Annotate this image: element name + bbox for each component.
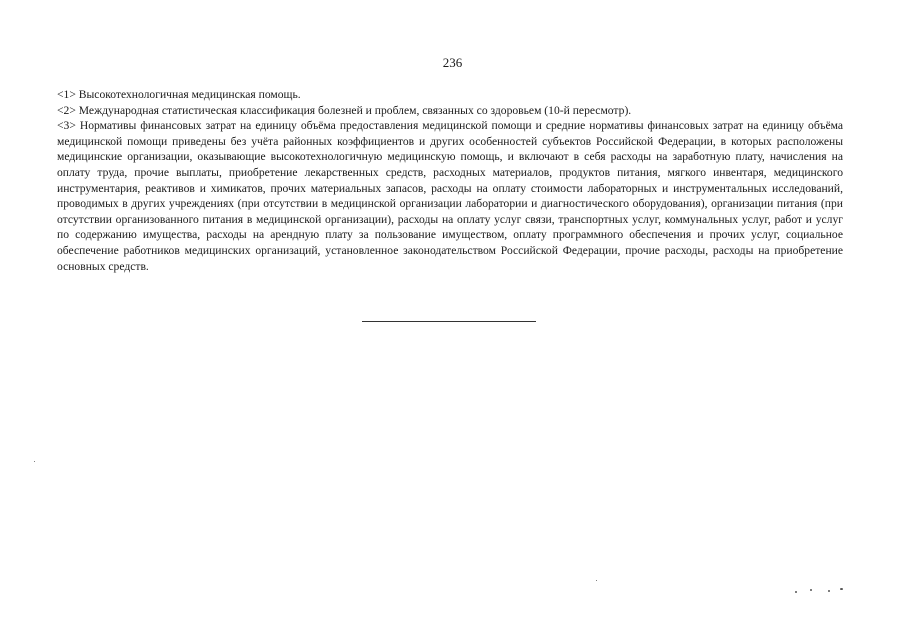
footnote-3: <3> Нормативы финансовых затрат на единицу объёма предоставления медицинской помощи и средние нормативы финансовых затрат на единицу объёма медицинской помощи приведены без учёта районных коэффициентов и других особенностей субъектов Российской Федерации, в которых расположены медицинские организации, оказывающие высокотехнологичную медицинскую помощь, и включают в себя расходы на заработную плату, начисления на оплату труда, прочие выплаты, приобретение лекарственных средств, расходных материалов, продуктов питания, мягкого инвентаря, медицинского инструментария, реактивов и химикатов, прочих материальных запасов, расходы на оплату стоимости лабораторных и инструментальных исследований, проводимых в других учреждениях (при отсутствии в медицинской организации лаборатории и диагностического оборудования), организации питания (при отсутствии организованного питания в медицинской организации), расходы на оплату услуг связи, транспортных услуг, коммунальных услуг, работ и услуг по содержанию имущества, расходы на арендную плату за пользование имуществом, оплату программного обеспечения и прочих услуг, социальное обеспечение работников медицинских организаций, установленное законодательством Российской Федерации, прочие расходы, расходы на приобретение основных средств. — [57, 119, 843, 273]
scan-speck — [810, 589, 812, 591]
scan-speck — [34, 461, 35, 462]
footnote-1: <1> Высокотехнологичная медицинская помощь. — [57, 88, 301, 101]
scan-speck — [840, 588, 843, 590]
footnotes-block — [57, 87, 843, 274]
scan-speck — [596, 580, 597, 581]
footnote-2: <2> Международная статистическая классификация болезней и проблем, связанных со здоровьем (10-й пересмотр). — [57, 103, 632, 117]
end-divider-line — [362, 321, 536, 322]
scan-speck — [828, 590, 830, 592]
page-number: 236 — [442, 55, 463, 70]
scan-speck — [795, 591, 797, 593]
